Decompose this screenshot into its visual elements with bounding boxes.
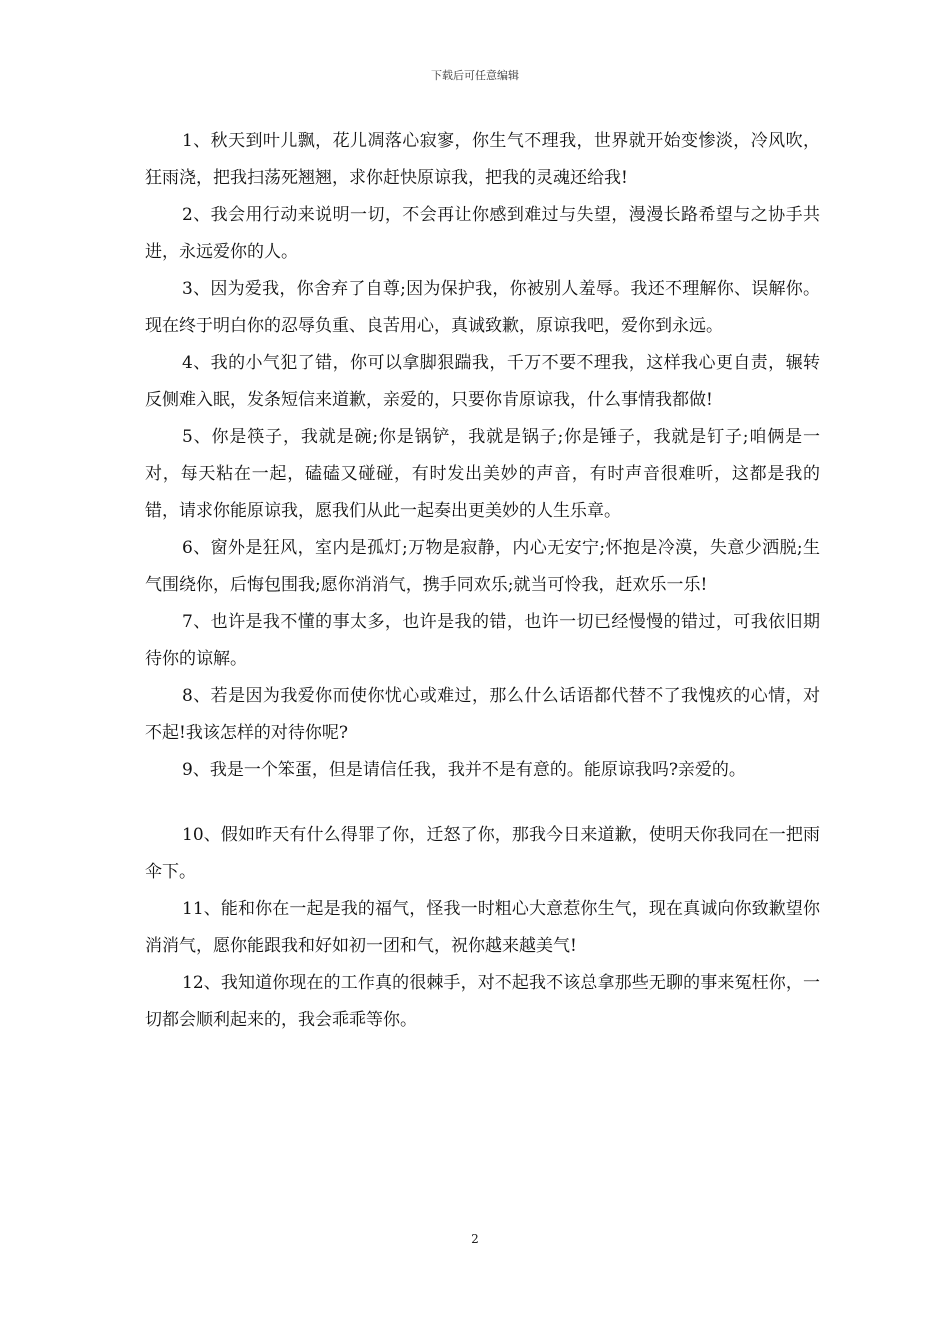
paragraph-12: 12、我知道你现在的工作真的很棘手，对不起我不该总拿那些无聊的事来冤枉你，一切都会顺利起来的，我会乖乖等你。 <box>145 973 820 1030</box>
paragraph-6: 6、窗外是狂风，室内是孤灯;万物是寂静，内心无安宁;怀抱是冷漠，失意少洒脱;生气围绕你，后悔包围我;愿你消消气，携手同欢乐;就当可怜我，赶欢乐一乐! <box>145 538 820 595</box>
paragraph-10: 10、假如昨天有什么得罪了你，迁怒了你，那我今日来道歉，使明天你我同在一把雨伞下。 <box>145 825 820 882</box>
paragraph-9: 9、我是一个笨蛋，但是请信任我，我并不是有意的。能原谅我吗?亲爱的。 <box>182 760 746 780</box>
document-body <box>145 123 820 1039</box>
paragraph-1: 1、秋天到叶儿飘，花儿凋落心寂寥，你生气不理我，世界就开始变惨淡，冷风吹，狂雨浇，把我扫荡死翘翘，求你赶快原谅我，把我的灵魂还给我! <box>145 131 820 188</box>
paragraph-4: 4、我的小气犯了错，你可以拿脚狠踹我，千万不要不理我，这样我心更自责，辗转反侧难入眠，发条短信来道歉，亲爱的，只要你肯原谅我，什么事情我都做! <box>145 353 820 410</box>
paragraph-5: 5、你是筷子，我就是碗;你是锅铲，我就是锅子;你是锤子，我就是钉子;咱俩是一对，每天粘在一起，磕磕又碰碰，有时发出美妙的声音，有时声音很难听，这都是我的错，请求你能原谅我，愿我们从此一起奏出更美妙的人生乐章。 <box>145 427 820 521</box>
paragraph-7: 7、也许是我不懂的事太多，也许是我的错，也许一切已经慢慢的错过，可我依旧期待你的谅解。 <box>145 612 820 669</box>
paragraph-3: 3、因为爱我，你舍弃了自尊;因为保护我，你被别人羞辱。我还不理解你、误解你。现在终于明白你的忍辱负重、良苦用心，真诚致歉，原谅我吧，爱你到永远。 <box>145 279 820 336</box>
paragraph-2: 2、我会用行动来说明一切，不会再让你感到难过与失望，漫漫长路希望与之协手共进，永远爱你的人。 <box>145 205 820 262</box>
paragraph-11: 11、能和你在一起是我的福气，怪我一时粗心大意惹你生气，现在真诚向你致歉望你消消气，愿你能跟我和好如初一团和气，祝你越来越美气! <box>145 899 820 956</box>
page-number: 2 <box>471 1232 479 1246</box>
page-header: 下载后可任意编辑 <box>431 69 519 82</box>
paragraph-8: 8、若是因为我爱你而使你忧心或难过，那么什么话语都代替不了我愧疚的心情，对不起!我该怎样的对待你呢? <box>145 686 820 743</box>
